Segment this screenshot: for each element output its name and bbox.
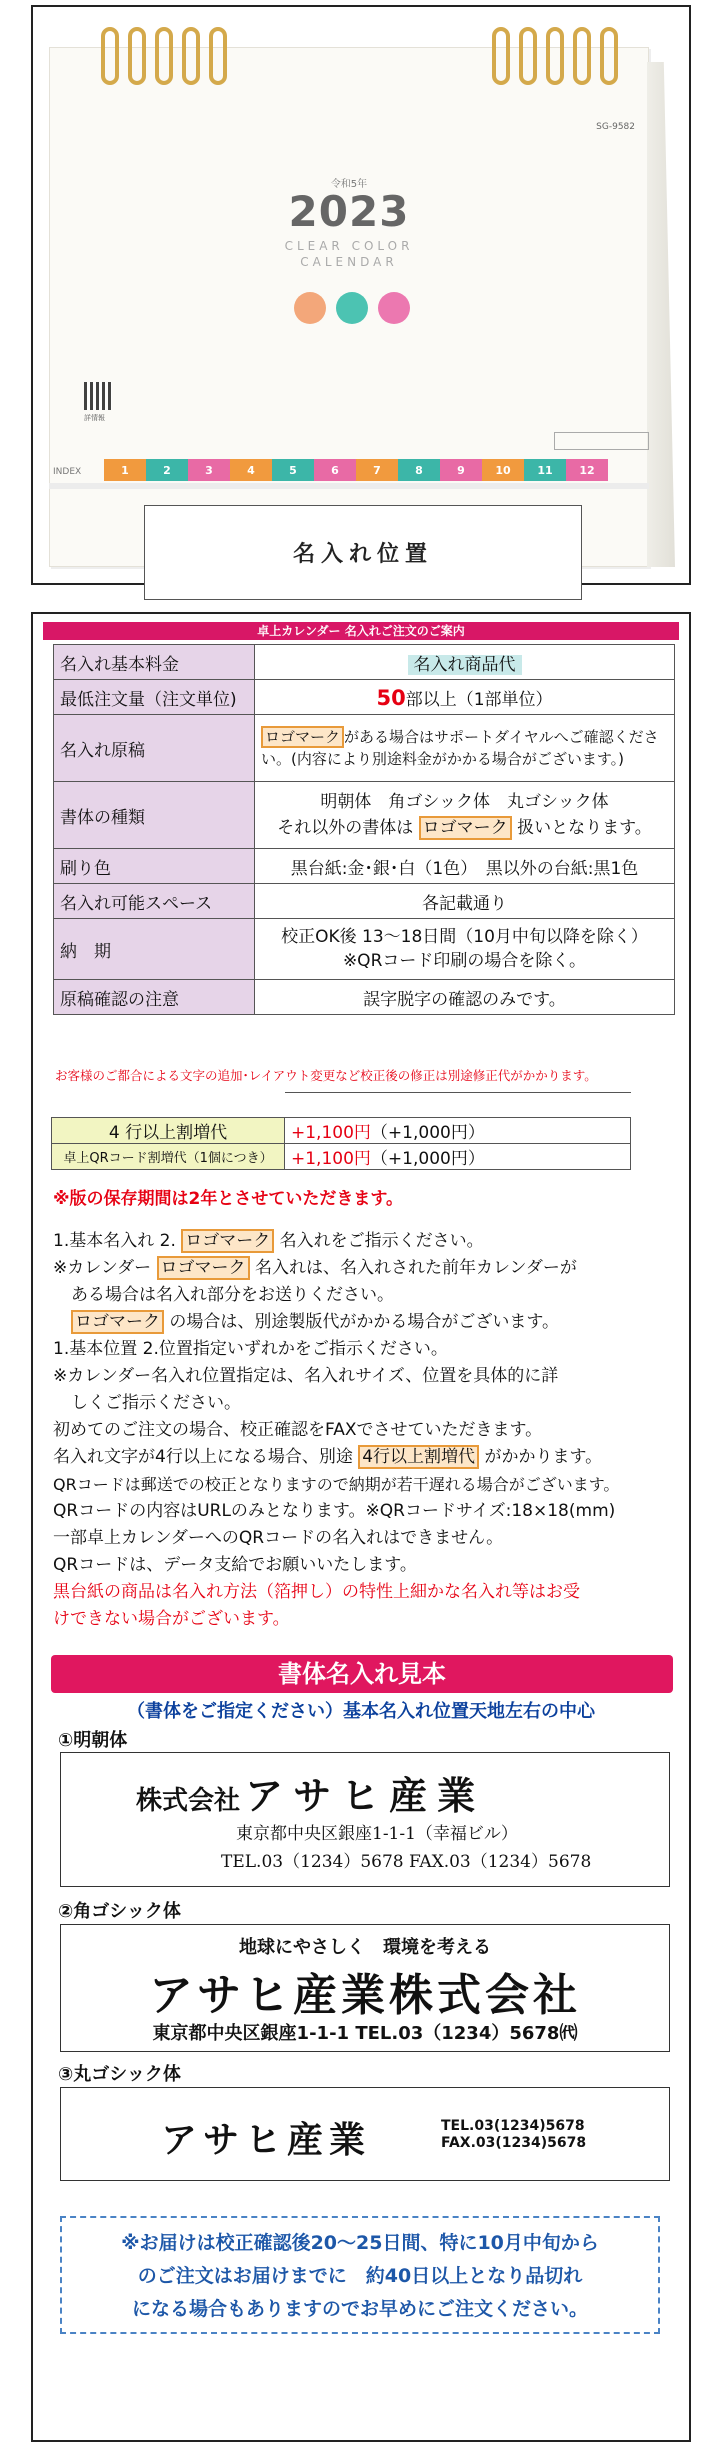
mincho-company: 株式会社 アサヒ産業 [136,1773,486,1818]
row-label: 刷り色 [54,849,255,884]
name-imprint-area: 名入れ位置 [144,505,582,600]
note-line: 1.基本位置 2.位置指定いずれかをご指示ください。 [53,1339,448,1359]
binding-rings-left [101,27,227,87]
kaku-sample-box [60,1924,670,2052]
delivery-note-line: ※お届けは校正確認後20～25日間、特に10月中旬から [121,2232,599,2254]
note-line: QRコードは郵送での校正となりますので納期が若干遅れる場合がございます。 [53,1475,620,1494]
binding-rings-right [492,27,618,87]
row-label: 書体の種類 [54,782,255,849]
calendar-subtitle-1: CLEAR COLOR [284,239,414,253]
surcharge-table [51,1092,631,1170]
note-line-warning: 黒台紙の商品は名入れ方法（箔押し）の特性上細かな名入れ等はお受 [53,1582,580,1602]
month-tab: 6 [314,459,356,481]
table-row [54,680,675,715]
order-guide-header: 卓上カレンダー 名入れご注文のご案内 [43,622,679,640]
maru-company: アサヒ産業 [161,2120,372,2161]
month-tab: 7 [356,459,398,481]
row-label: 最低注文量（注文単位) [54,680,255,715]
month-tab: 3 [188,459,230,481]
index-label: INDEX [53,467,82,477]
logo-mark-highlight: ロゴマーク [71,1310,164,1334]
min-qty-number: 50 [376,685,406,710]
note-line: QRコードは、データ支給でお願いいたします。 [53,1555,417,1575]
era-label: 令和5年 [330,179,368,190]
table-row [52,1093,631,1118]
kaku-label: ②角ゴシック体 [58,1901,181,1922]
maru-label: ③丸ゴシック体 [58,2064,181,2085]
row-value: 各記載通り [255,884,675,919]
logo-mark-highlight: ロゴマーク [419,816,512,840]
logo-mark-highlight: ロゴマーク [157,1256,250,1280]
qr-code-icon [84,382,112,410]
mincho-tel: TEL.03（1234）5678 FAX.03（1234）5678 [221,1852,592,1872]
note-line: ロゴマーク の場合は、別途製版代がかかる場合がございます。 [53,1309,619,1336]
note-line: QRコードの内容はURLのみとなります。※QRコードサイズ:18×18(mm) [53,1501,616,1521]
table-row [54,715,675,782]
kaku-company: アサヒ産業株式会社 [149,1970,581,2021]
surcharge-highlight: 4行以上割増代 [358,1445,479,1469]
font-sample-subtitle: （書体をご指定ください）基本名入れ位置天地左右の中心 [127,1701,595,1722]
month-tab: 10 [482,459,524,481]
row-value [255,919,675,980]
note-line: ※カレンダー ロゴマーク 名入れは、名入れされた前年カレンダーが [53,1258,577,1278]
maru-contact: TEL.03(1234)5678 FAX.03(1234)5678 [441,2118,587,2151]
calendar-stand-side [647,62,675,567]
delivery-note-line: になる場合もありますのでお早めにご注文ください。 [131,2298,588,2320]
product-image-panel [31,5,691,585]
mincho-sample-box [60,1752,670,1887]
base-fee-badge: 名入れ商品代 [408,655,522,675]
surcharge-price: +1,100円（+1,000円） [285,1144,631,1170]
kaku-address: 東京都中央区銀座1-1-1 TEL.03（1234）5678㈹ [152,2023,578,2044]
table-row [54,849,675,884]
row-value [255,782,675,849]
surcharge-price: +1,100円（+1,000円） [285,1118,631,1144]
month-tab: 9 [440,459,482,481]
row-label: 名入れ基本料金 [54,645,255,680]
logo-mark-highlight: ロゴマーク [181,1229,274,1253]
table-row [54,645,675,680]
table-row [54,919,675,980]
delivery-period: 校正OK後 13～18日間（10月中旬以降を除く） [281,927,648,947]
calendar-subtitle-2: CALENDAR [300,255,398,269]
mincho-label: ①明朝体 [58,1730,128,1751]
month-index-tabs [104,459,608,481]
delivery-note-line: のご注文はお届けまでに 約40日以上となり品切れ [137,2265,583,2287]
note-line-warning: けできない場合がございます。 [53,1609,290,1629]
delivery-notice-box [60,2216,660,2334]
desk-calendar-illustration [49,27,675,572]
row-label: 納 期 [54,919,255,980]
note-line: ※カレンダー名入れ位置指定は、名入れサイズ、位置を具体的に詳 [53,1366,559,1386]
color-dots [294,292,410,324]
row-label: 原稿確認の注意 [54,980,255,1015]
min-qty-unit: 部以上（1部単位） [405,689,553,710]
month-tab: 8 [398,459,440,481]
table-row [54,782,675,849]
color-dot [336,292,368,324]
color-dot [378,292,410,324]
note-line: ある場合は名入れ部分をお送りください。 [71,1285,394,1305]
row-value [255,680,675,715]
note-line: 名入れ文字が4行以上になる場合、別途 4行以上割増代 がかかります。 [53,1447,603,1467]
qr-caption: 詳情報 [84,414,105,422]
note-line: 初めてのご注文の場合、校正確認をFAXでさせていただきます。 [53,1420,543,1440]
month-tab: 11 [524,459,566,481]
month-tab: 12 [566,459,608,481]
month-tab: 5 [272,459,314,481]
order-notes [53,1228,619,1633]
mincho-address: 東京都中央区銀座1-1-1（幸福ビル） [236,1824,518,1844]
kaku-slogan: 地球にやさしく 環境を考える [239,1937,491,1958]
month-tab: 1 [104,459,146,481]
row-value [255,715,675,782]
row-value: 黒台紙:金･銀･白（1色） 黒以外の台紙:黒1色 [255,849,675,884]
row-label: 名入れ原稿 [54,715,255,782]
manuscript-text: がある場合はサポートダイヤルへご確認ください。(内容により別途料金がかかる場合がございます。) [261,728,659,768]
month-tab: 2 [146,459,188,481]
note-line: 一部卓上カレンダーへのQRコードの名入れはできません。 [53,1528,504,1548]
note-line: 1.基本名入れ 2. ロゴマーク 名入れをご指示ください。 [53,1231,484,1251]
calendar-year: 2023 [288,187,410,236]
retention-note: ※版の保存期間は2年とさせていただきます。 [53,1189,403,1209]
surcharge-label: 4 行以上割増代 [52,1118,285,1144]
table-row [54,884,675,919]
index-rule [49,483,649,489]
maru-sample-box [60,2087,670,2181]
table-row [52,1144,631,1170]
logo-mark-highlight: ロゴマーク [261,726,344,748]
month-tab: 4 [230,459,272,481]
row-label: 名入れ可能スペース [54,884,255,919]
eco-mark-box [554,432,649,450]
font-other: それ以外の書体は ロゴマーク 扱いとなります。 [277,818,652,838]
font-sample-title: 書体名入れ見本 [51,1655,673,1693]
revision-fee-note: お客様のご都合による文字の追加･レイアウト変更など校正後の修正は別途修正代がかかります。 [55,1068,597,1083]
order-info-table [53,644,675,1015]
surcharge-label: 卓上QRコード割増代（1個につき） [52,1144,285,1170]
table-row [54,980,675,1015]
font-list: 明朝体 角ゴシック体 丸ゴシック体 [320,792,609,812]
delivery-exception: ※QRコード印刷の場合を除く。 [342,951,587,971]
note-line: しくご指示ください。 [71,1393,241,1413]
table-row [52,1118,631,1144]
row-value [255,645,675,680]
model-code: SG-9582 [596,122,635,132]
color-dot [294,292,326,324]
row-value: 誤字脱字の確認のみです。 [255,980,675,1015]
